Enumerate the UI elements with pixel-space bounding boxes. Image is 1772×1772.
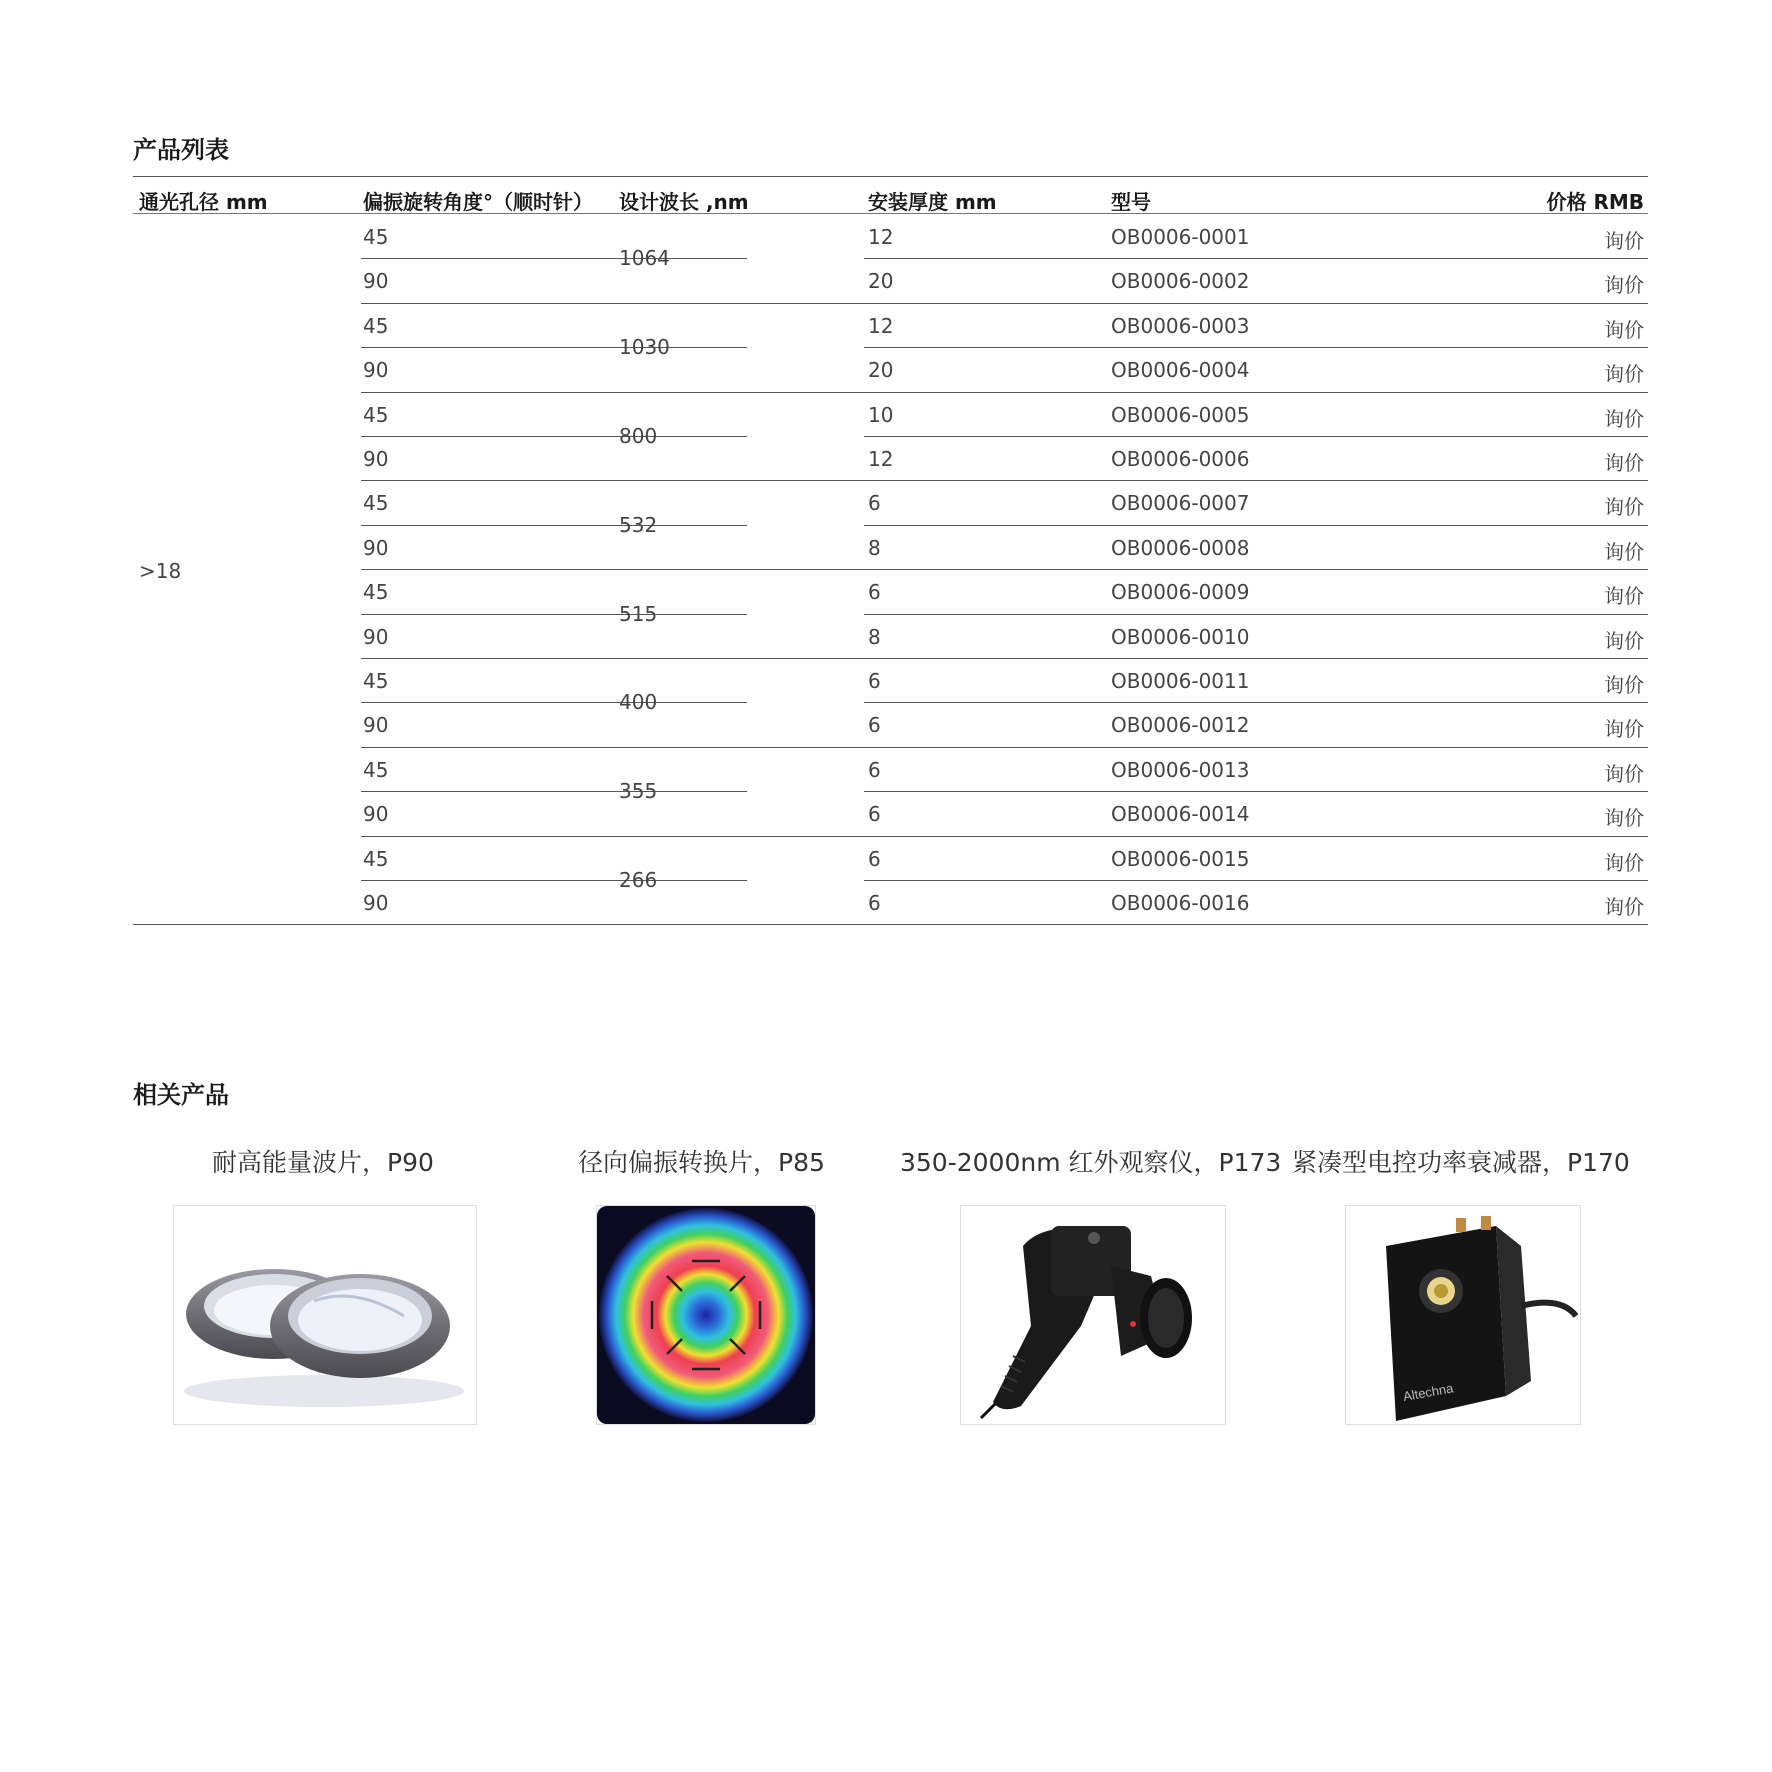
wavelength-cell: 355 <box>619 779 658 804</box>
model-cell: OB0006-0003 <box>1111 313 1250 338</box>
wavelength-cell: 1030 <box>619 335 670 360</box>
related-products-title: 相关产品 <box>133 1081 229 1109</box>
table-row <box>133 303 1648 347</box>
wavelength-cell: 1064 <box>619 246 670 271</box>
thickness-cell: 6 <box>868 713 881 738</box>
table-row <box>133 614 1648 658</box>
angle-cell: 45 <box>363 491 389 516</box>
table-row <box>133 214 1648 258</box>
wavelength-cell: 532 <box>619 512 658 537</box>
angle-cell: 45 <box>363 313 389 338</box>
price-cell[interactable]: 询价 <box>1604 495 1644 520</box>
angle-cell: 45 <box>363 402 389 427</box>
model-cell: OB0006-0015 <box>1111 846 1250 871</box>
thickness-cell: 6 <box>868 757 881 782</box>
table-body <box>133 214 1648 925</box>
waveplate-rings-image[interactable] <box>173 1205 477 1425</box>
model-cell: OB0006-0012 <box>1111 713 1250 738</box>
thickness-cell: 8 <box>868 535 881 560</box>
price-cell[interactable]: 询价 <box>1604 584 1644 609</box>
model-cell: OB0006-0014 <box>1111 802 1250 827</box>
model-cell: OB0006-0005 <box>1111 402 1250 427</box>
model-cell: OB0006-0004 <box>1111 358 1250 383</box>
price-cell[interactable]: 询价 <box>1604 806 1644 831</box>
thickness-cell: 6 <box>868 669 881 693</box>
angle-cell: 90 <box>363 358 389 383</box>
related-label-radial-converter[interactable]: 径向偏振转换片，P85 <box>578 1148 825 1177</box>
related-label-ir-viewer[interactable]: 350-2000nm 红外观察仪，P173 <box>900 1148 1282 1177</box>
price-cell[interactable]: 询价 <box>1604 673 1644 697</box>
price-cell[interactable]: 询价 <box>1604 451 1644 475</box>
angle-cell: 90 <box>363 269 389 294</box>
thickness-cell: 6 <box>868 802 881 827</box>
price-cell[interactable]: 询价 <box>1604 406 1644 431</box>
table-row <box>133 747 1648 791</box>
thickness-cell: 10 <box>868 402 894 427</box>
price-cell[interactable]: 询价 <box>1604 273 1644 298</box>
angle-cell: 45 <box>363 669 389 693</box>
thickness-cell: 6 <box>868 580 881 605</box>
header-wavelength: 设计波长 ,nm <box>619 190 749 214</box>
table-row <box>133 258 1648 302</box>
angle-cell: 90 <box>363 891 389 915</box>
header-thickness: 安装厚度 mm <box>868 190 997 214</box>
price-cell[interactable]: 询价 <box>1604 628 1644 653</box>
related-label-attenuator[interactable]: 紧凑型电控功率衰减器，P170 <box>1292 1148 1630 1177</box>
thickness-cell: 6 <box>868 491 881 516</box>
thickness-cell: 12 <box>868 225 894 249</box>
price-cell[interactable]: 询价 <box>1604 539 1644 564</box>
thickness-cell: 6 <box>868 846 881 871</box>
radial-polarization-image[interactable] <box>596 1205 816 1425</box>
price-cell[interactable]: 询价 <box>1604 362 1644 387</box>
thickness-cell: 12 <box>868 447 894 471</box>
table-row <box>133 392 1648 436</box>
price-cell[interactable]: 询价 <box>1604 761 1644 786</box>
product-table <box>133 176 1648 925</box>
header-angle: 偏振旋转角度°（顺时针） <box>363 190 593 214</box>
table-row <box>133 569 1648 613</box>
angle-cell: 90 <box>363 624 389 649</box>
aperture-value: >18 <box>139 559 182 583</box>
angle-cell: 90 <box>363 447 389 471</box>
angle-cell: 90 <box>363 535 389 560</box>
thickness-cell: 12 <box>868 313 894 338</box>
wavelength-cell: 515 <box>619 601 658 626</box>
model-cell: OB0006-0001 <box>1111 225 1250 249</box>
price-cell[interactable]: 询价 <box>1604 317 1644 342</box>
model-cell: OB0006-0008 <box>1111 535 1250 560</box>
price-cell[interactable]: 询价 <box>1604 895 1644 919</box>
table-row <box>133 880 1648 924</box>
model-cell: OB0006-0007 <box>1111 491 1250 516</box>
model-cell: OB0006-0002 <box>1111 269 1250 294</box>
table-header <box>133 176 1648 214</box>
related-label-waveplate[interactable]: 耐高能量波片，P90 <box>212 1148 434 1177</box>
table-row <box>133 525 1648 569</box>
thickness-cell: 20 <box>868 358 894 383</box>
product-list-title: 产品列表 <box>133 136 229 164</box>
angle-cell: 90 <box>363 802 389 827</box>
model-cell: OB0006-0013 <box>1111 757 1250 782</box>
table-row <box>133 436 1648 480</box>
attenuator-image[interactable] <box>1345 1205 1581 1425</box>
angle-cell: 45 <box>363 757 389 782</box>
attenuator-logo: Altechna <box>1401 1380 1455 1404</box>
table-row <box>133 791 1648 835</box>
model-cell: OB0006-0006 <box>1111 447 1250 471</box>
price-cell[interactable]: 询价 <box>1604 850 1644 875</box>
price-cell[interactable]: 询价 <box>1604 229 1644 253</box>
header-aperture: 通光孔径 mm <box>139 190 268 214</box>
angle-cell: 45 <box>363 846 389 871</box>
thickness-cell: 6 <box>868 891 881 915</box>
model-cell: OB0006-0011 <box>1111 669 1250 693</box>
ir-viewer-image[interactable] <box>960 1205 1226 1425</box>
angle-cell: 90 <box>363 713 389 738</box>
model-cell: OB0006-0009 <box>1111 580 1250 605</box>
header-model: 型号 <box>1111 190 1151 214</box>
thickness-cell: 20 <box>868 269 894 294</box>
price-cell[interactable]: 询价 <box>1604 717 1644 742</box>
model-cell: OB0006-0010 <box>1111 624 1250 649</box>
wavelength-cell: 266 <box>619 868 658 892</box>
model-cell: OB0006-0016 <box>1111 891 1250 915</box>
header-price: 价格 RMB <box>1546 190 1644 214</box>
table-row <box>133 658 1648 702</box>
wavelength-cell: 800 <box>619 424 658 448</box>
wavelength-cell: 400 <box>619 690 658 715</box>
angle-cell: 45 <box>363 225 389 249</box>
table-row <box>133 836 1648 880</box>
table-row <box>133 480 1648 524</box>
table-row <box>133 347 1648 391</box>
thickness-cell: 8 <box>868 624 881 649</box>
table-row <box>133 702 1648 746</box>
angle-cell: 45 <box>363 580 389 605</box>
